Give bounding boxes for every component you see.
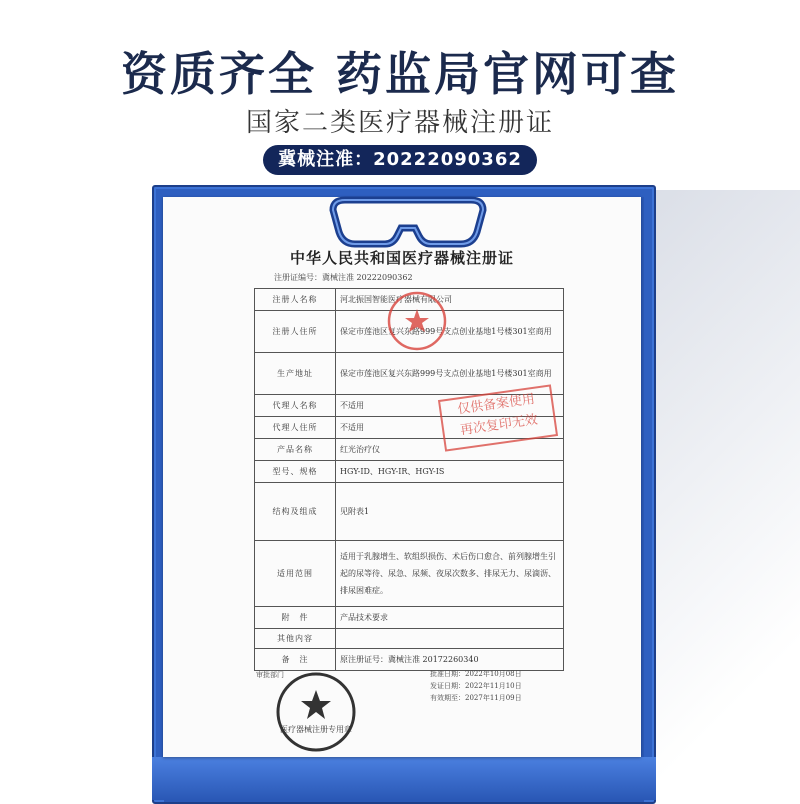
row-value: 河北振国智能医疗器械有限公司 (336, 289, 564, 311)
approval-date: 批准日期：2022年10月08日 (430, 670, 522, 678)
stamp-line-2: 再次复印无效 (459, 412, 539, 439)
row-label: 适用范围 (255, 541, 336, 607)
stamp-line-1: 仅供备案使用 (456, 391, 536, 418)
row-value: 见附表1 (336, 483, 564, 541)
table-row (255, 541, 564, 607)
table-row (255, 629, 564, 649)
row-label: 注册人名称 (255, 289, 336, 311)
row-value (336, 629, 564, 649)
clipboard-clip-icon (323, 192, 493, 252)
row-value: 保定市莲池区复兴东路999号支点创业基地1号楼301室商用 (336, 311, 564, 353)
row-label: 型号、规格 (255, 461, 336, 483)
issuing-department: 审批部门 (256, 671, 284, 679)
row-label: 附 件 (255, 607, 336, 629)
company-seal-icon (386, 290, 448, 352)
row-label: 其他内容 (255, 629, 336, 649)
row-value: 保定市莲池区复兴东路999号支点创业基地1号楼301室商用 (336, 353, 564, 395)
page-headline: 资质齐全 药监局官网可查 (120, 47, 679, 101)
seal-label: 医疗器械注册专用章 (280, 725, 352, 734)
certificate-number: 注册证编号：冀械注准 20222090362 (274, 273, 413, 282)
registration-badge: 冀械注准：20222090362 (263, 145, 537, 175)
row-label: 产品名称 (255, 439, 336, 461)
row-label: 代理人住所 (255, 417, 336, 439)
row-value: HGY-ID、HGY-IR、HGY-IS (336, 461, 564, 483)
row-label: 结构及组成 (255, 483, 336, 541)
clipboard-bottom-edge (152, 757, 656, 800)
issue-date: 发证日期：2022年11月10日 (430, 682, 522, 690)
row-value: 红光治疗仪 (336, 439, 564, 461)
row-value: 产品技术要求 (336, 607, 564, 629)
row-label: 生产地址 (255, 353, 336, 395)
valid-date: 有效期至：2027年11月09日 (430, 694, 522, 702)
certificate-dates (430, 668, 522, 704)
table-row (255, 607, 564, 629)
row-label: 注册人住所 (255, 311, 336, 353)
row-value: 不适用 (336, 417, 564, 439)
row-value: 适用于乳腺增生、软组织损伤、术后伤口愈合、前列腺增生引起的尿等待、尿急、尿频、夜尿次数多、排尿无力、尿滴沥、排尿困难症。 (336, 541, 564, 607)
row-label: 备 注 (255, 649, 336, 671)
table-row (255, 483, 564, 541)
official-seal-icon (274, 670, 358, 754)
table-row (255, 439, 564, 461)
row-value: 不适用 (336, 395, 564, 417)
table-row (255, 461, 564, 483)
page-subheadline: 国家二类医疗器械注册证 (245, 108, 554, 138)
row-value: 原注册证号：冀械注准 20172260340 (336, 649, 564, 671)
certificate-title: 中华人民共和国医疗器械注册证 (289, 249, 514, 267)
row-label: 代理人名称 (255, 395, 336, 417)
